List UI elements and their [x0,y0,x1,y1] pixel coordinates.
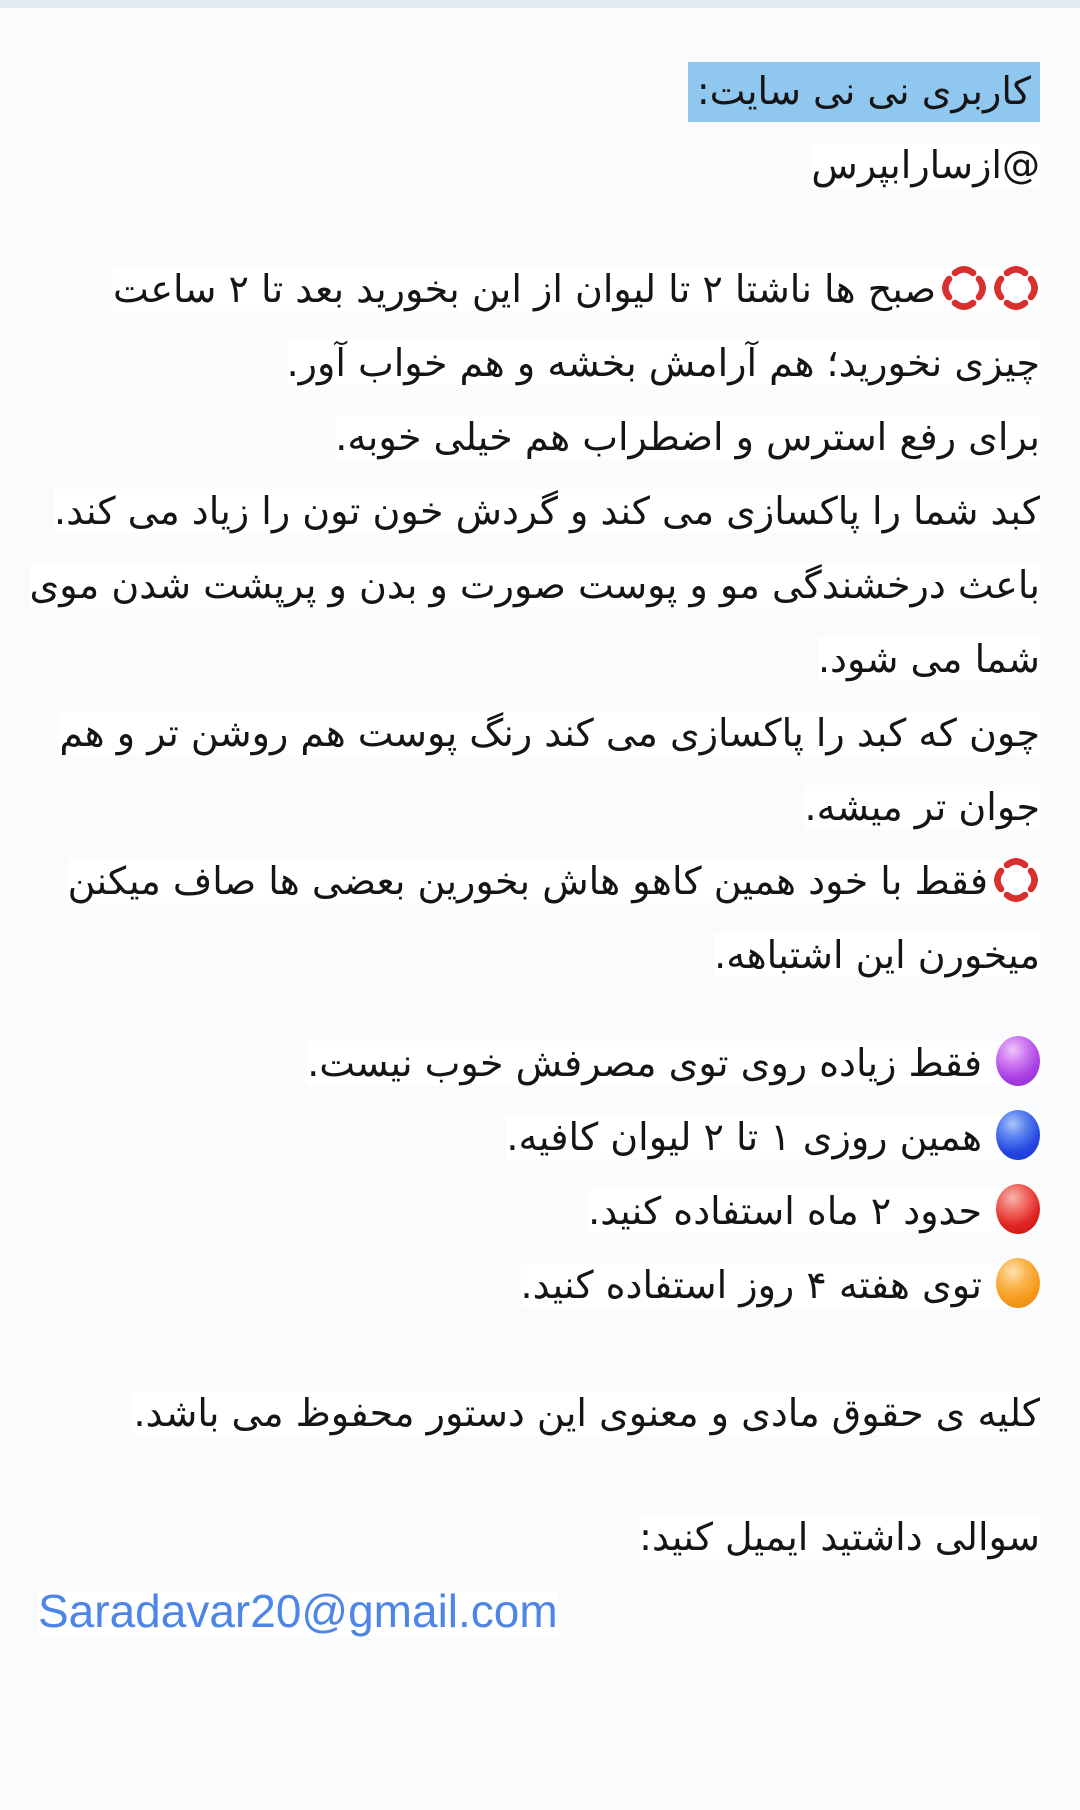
text-line-content: شما می شود. [817,637,1040,681]
blue-circle-icon [996,1110,1040,1160]
red-circle-icon [996,1184,1040,1234]
list-item-text: فقط زیاده روی توی مصرفش خوب نیست. [307,1041,982,1085]
highlighted-username-label: کاربری نی نی سایت: [688,62,1040,122]
email-link[interactable]: Saradavar20@gmail.com [38,1585,558,1637]
text-line-content: میخورن این اشتباهه. [714,933,1040,977]
anger-symbol-icon [992,856,1040,904]
contact-section [38,1500,1040,1651]
usage-bullet-list [38,1026,1040,1322]
text-line-content: کبد شما را پاکسازی می کند و گردش خون تون را زیاد می کند. [54,489,1040,533]
list-item-text: همین روزی ۱ تا ۲ لیوان کافیه. [506,1115,982,1159]
email-line [38,1574,1040,1651]
text-line [38,918,1040,992]
anger-symbol-icon [940,264,988,312]
body-paragraph [29,252,1040,992]
text-line [38,400,1040,474]
text-line [38,696,1040,770]
list-item-text: حدود ۲ ماه استفاده کنید. [588,1189,982,1233]
user-handle-line [38,128,1040,202]
text-line-content: چیزی نخورید؛ هم آرامش بخشه و هم خواب آور. [286,341,1040,385]
purple-circle-icon [996,1036,1040,1086]
text-line-content: باعث درخشندگی مو و پوست صورت و بدن و پرپشت شدن موی [29,563,1040,607]
text-line [38,622,1040,696]
copyright-notice: کلیه ی حقوق مادی و معنوی این دستور محفوظ می باشد. [133,1391,1040,1435]
contact-prompt-line [38,1500,1040,1574]
contact-prompt: سوالی داشتید ایمیل کنید: [639,1515,1040,1559]
orange-circle-icon [996,1258,1040,1308]
top-status-bar [0,0,1080,8]
text-line [29,548,1040,622]
text-line-content: جوان تر میشه. [804,785,1040,829]
list-item [38,1100,1040,1174]
anger-symbol-icon [992,264,1040,312]
text-line [38,474,1040,548]
text-line [38,844,1040,918]
list-item [38,1174,1040,1248]
copyright-section [38,1376,1040,1450]
highlighted-title-line [38,54,1040,128]
user-handle: @ازسارابپرس [811,143,1040,187]
list-item-text: توی هفته ۴ روز استفاده کنید. [520,1263,982,1307]
text-line-content: برای رفع استرس و اضطراب هم خیلی خوبه. [335,415,1040,459]
text-content [0,8,1080,1651]
list-item [38,1026,1040,1100]
list-item [38,1248,1040,1322]
text-line [38,252,1040,326]
text-line-content: چون که کبد را پاکسازی می کند رنگ پوست هم روشن تر و هم [59,711,1040,755]
text-line [38,326,1040,400]
text-line-content: فقط با خود همین کاهو هاش بخورین بعضی ها صاف میکنن [67,859,988,903]
text-line-content: صبح ها ناشتا ۲ تا لیوان از این بخورید بعد تا ۲ ساعت [113,267,936,311]
text-line [38,770,1040,844]
